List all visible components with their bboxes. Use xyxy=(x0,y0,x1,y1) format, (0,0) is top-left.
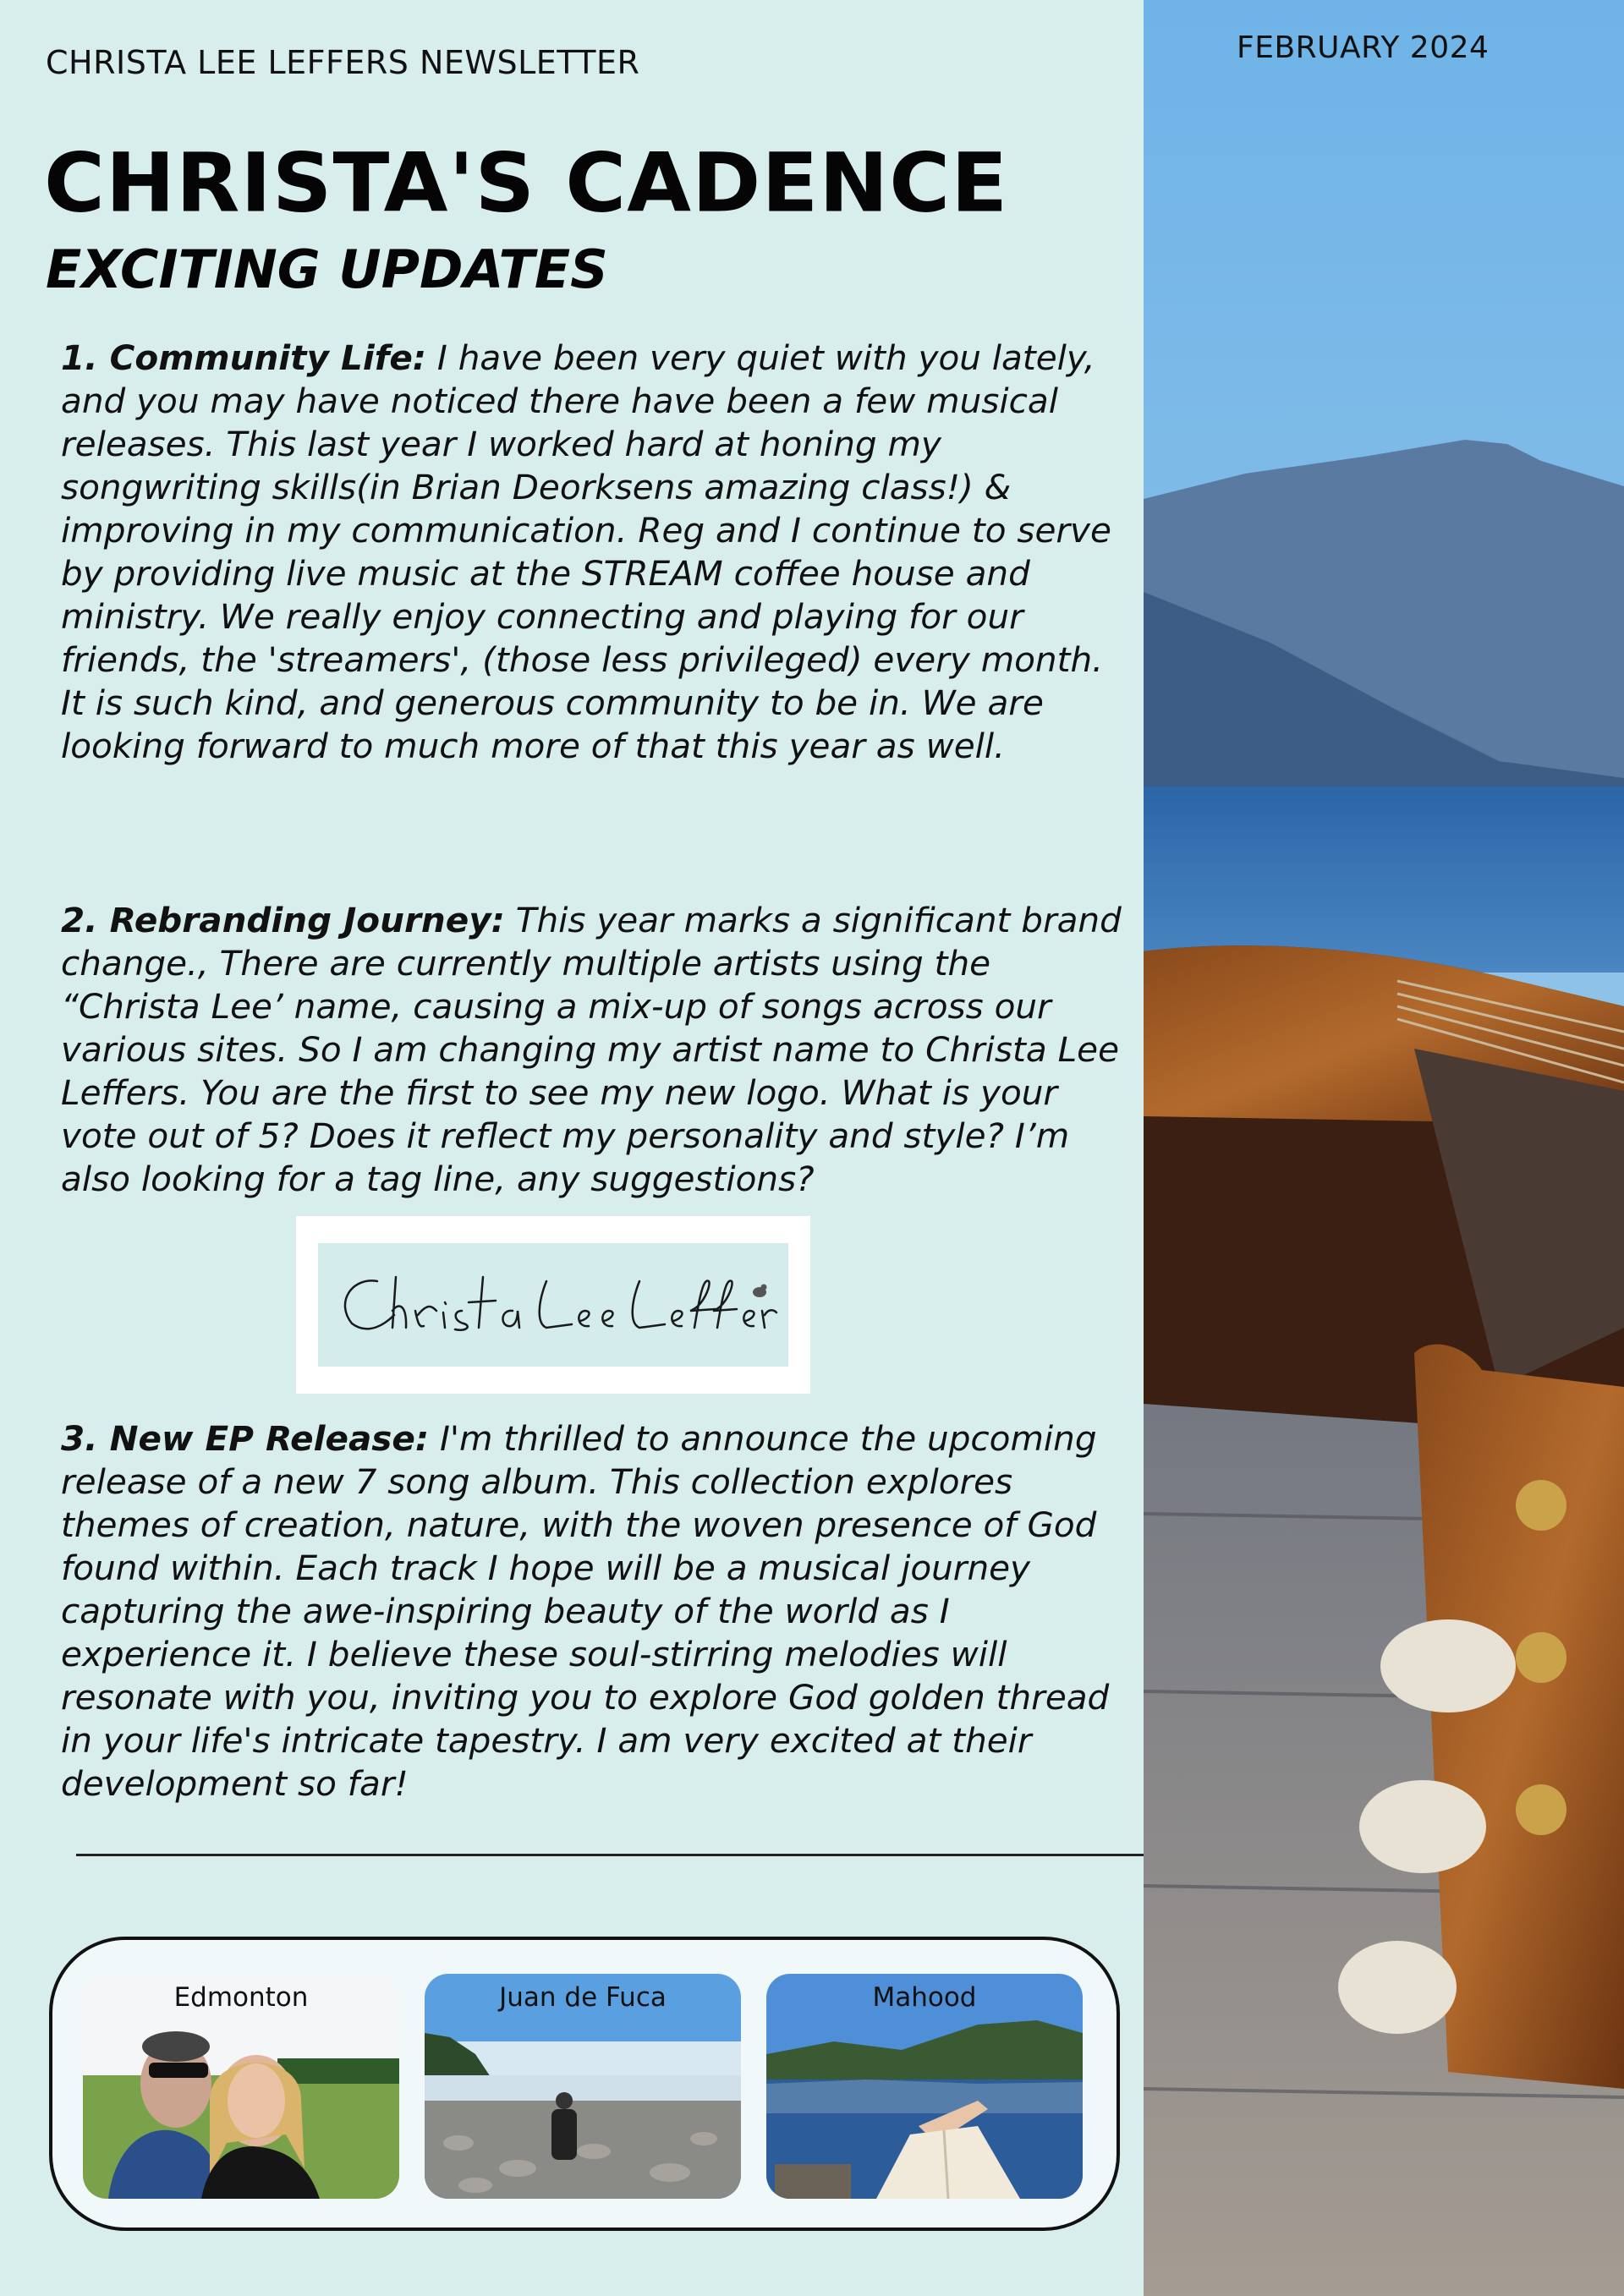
section-divider xyxy=(76,1854,1144,1856)
photo-caption: Edmonton xyxy=(173,1982,309,2013)
gallery-photo-juan-de-fuca xyxy=(425,1974,741,2199)
logo-signature-panel xyxy=(318,1243,788,1367)
signature-logo-image xyxy=(318,1243,788,1367)
photo-gallery xyxy=(49,1937,1120,2231)
newsletter-label: CHRISTA LEE LEFFERS NEWSLETTER xyxy=(46,44,640,81)
photo-caption: Juan de Fuca xyxy=(499,1982,667,2013)
section-body: I have been very quiet with you lately, and you may have noticed there have been a few musical releases. This last year I worked hard at honing my songwriting skills(in Brian Deorksens amazing class!) & improving in my communication. Reg and I continue to serve by providing live music at the STREAM coffee house and ministry. We really enjoy connecting and playing for our friends, the 'streamers', (those less privileged) every month. It is such kind, and generous community to be in. We are looking forward to much more of that this year as well. xyxy=(61,337,1111,766)
artist-logo xyxy=(296,1216,810,1394)
section-community-life xyxy=(61,337,1135,768)
issue-date: FEBRUARY 2024 xyxy=(1237,30,1490,65)
guitar-dock-photo xyxy=(1144,0,1624,2296)
section-heading: 3. New EP Release: xyxy=(61,1418,430,1459)
gallery-photo-edmonton xyxy=(83,1974,399,2199)
newsletter-title: CHRISTA'S CADENCE xyxy=(44,136,1009,231)
section-heading: 1. Community Life: xyxy=(61,337,426,378)
section-heading: 2. Rebranding Journey: xyxy=(61,900,505,940)
section-body: I'm thrilled to announce the upcoming release of a new 7 song album. This collection explores themes of creation, nature, with the woven presence of God found within. Each track I hope will be a musical journey capturing the awe-inspiring beauty of the world as I experience it. I believe these soul-stirring melodies will resonate with you, inviting you to explore God golden thread in your life's intricate tapestry. I am very excited at their development so far! xyxy=(61,1418,1110,1804)
gallery-photo-mahood xyxy=(766,1974,1083,2199)
section-new-ep-release xyxy=(61,1417,1135,1806)
photo-caption: Mahood xyxy=(872,1982,977,2013)
section-rebranding-journey xyxy=(61,899,1135,1201)
newsletter-subtitle: EXCITING UPDATES xyxy=(46,238,608,300)
section-body: This year marks a significant brand change., There are currently multiple artists using the “Christa Lee’ name, causing a mix-up of songs across our various sites. So I am changing my artist name to Christa Lee Leffers. You are the first to see my new logo. What is your vote out of 5? Does it reflect my personality and style? I’m also looking for a tag line, any suggestions? xyxy=(61,900,1122,1199)
